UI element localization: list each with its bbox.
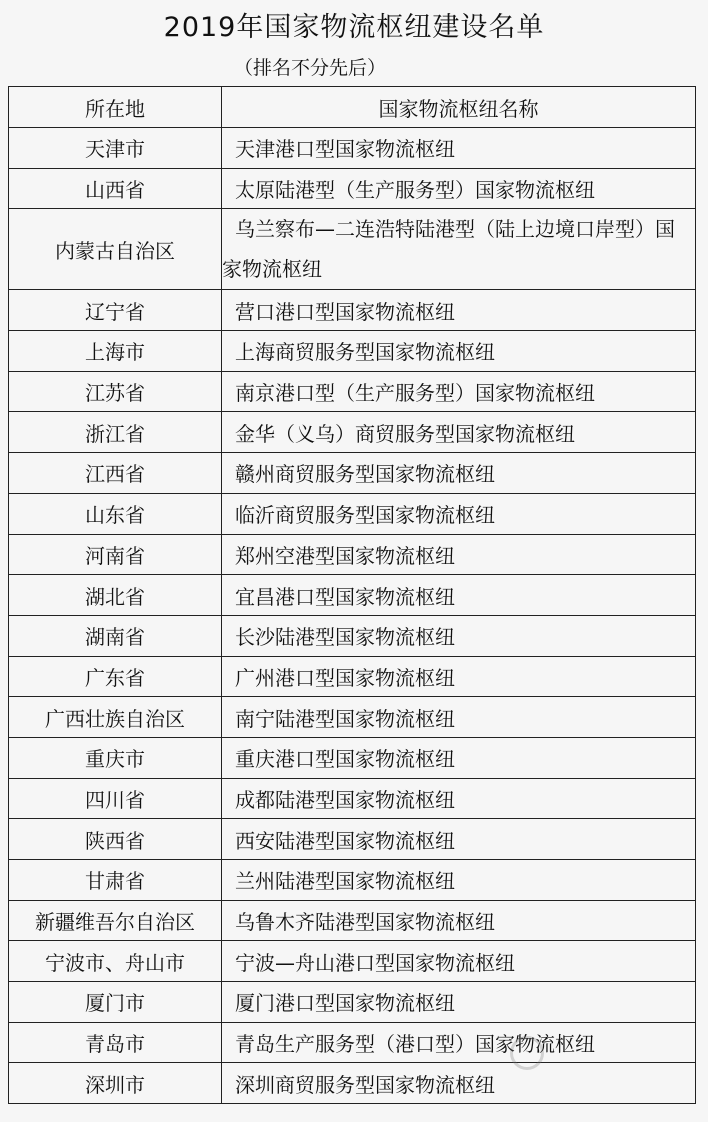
table-row xyxy=(9,331,696,372)
table-row xyxy=(9,412,696,453)
hub-name-cell: 厦门港口型国家物流枢纽 xyxy=(222,982,696,1023)
location-cell: 内蒙古自治区 xyxy=(9,209,222,290)
location-cell: 山西省 xyxy=(9,168,222,209)
location-cell: 重庆市 xyxy=(9,737,222,778)
location-cell: 河南省 xyxy=(9,534,222,575)
hub-name-cell: 西安陆港型国家物流枢纽 xyxy=(222,819,696,860)
table-row xyxy=(9,209,696,290)
hub-name-cell: 宜昌港口型国家物流枢纽 xyxy=(222,575,696,616)
hub-name-cell: 青岛生产服务型（港口型）国家物流枢纽 xyxy=(222,1022,696,1063)
hub-name-cell: 乌兰察布—二连浩特陆港型（陆上边境口岸型）国家物流枢纽 xyxy=(222,209,696,290)
table-row xyxy=(9,168,696,209)
page-subtitle: （排名不分先后） xyxy=(233,57,386,79)
hub-name-cell: 上海商贸服务型国家物流枢纽 xyxy=(222,331,696,372)
hub-name-cell: 长沙陆港型国家物流枢纽 xyxy=(222,615,696,656)
table-row xyxy=(9,615,696,656)
hub-name-cell: 成都陆港型国家物流枢纽 xyxy=(222,778,696,819)
table-row xyxy=(9,128,696,169)
table-row xyxy=(9,656,696,697)
location-cell: 山东省 xyxy=(9,493,222,534)
hub-name-cell: 营口港口型国家物流枢纽 xyxy=(222,290,696,331)
hub-name-cell: 宁波—舟山港口型国家物流枢纽 xyxy=(222,941,696,982)
table-row xyxy=(9,982,696,1023)
table-header-row xyxy=(9,87,696,128)
hub-name-cell: 南宁陆港型国家物流枢纽 xyxy=(222,697,696,738)
location-cell: 湖南省 xyxy=(9,615,222,656)
table-row xyxy=(9,900,696,941)
location-cell: 广东省 xyxy=(9,656,222,697)
hub-name-cell: 金华（义乌）商贸服务型国家物流枢纽 xyxy=(222,412,696,453)
table-row xyxy=(9,778,696,819)
location-cell: 上海市 xyxy=(9,331,222,372)
location-cell: 厦门市 xyxy=(9,982,222,1023)
location-cell: 新疆维吾尔自治区 xyxy=(9,900,222,941)
table-row xyxy=(9,575,696,616)
table-row xyxy=(9,737,696,778)
header-location: 所在地 xyxy=(9,87,222,128)
table-row xyxy=(9,453,696,494)
table-row xyxy=(9,493,696,534)
table-row xyxy=(9,941,696,982)
hub-name-cell: 郑州空港型国家物流枢纽 xyxy=(222,534,696,575)
table-row xyxy=(9,1063,696,1104)
table-row xyxy=(9,534,696,575)
location-cell: 湖北省 xyxy=(9,575,222,616)
table-row xyxy=(9,819,696,860)
location-cell: 四川省 xyxy=(9,778,222,819)
location-cell: 陕西省 xyxy=(9,819,222,860)
hub-name-cell: 太原陆港型（生产服务型）国家物流枢纽 xyxy=(222,168,696,209)
location-cell: 江苏省 xyxy=(9,371,222,412)
hub-name-cell: 南京港口型（生产服务型）国家物流枢纽 xyxy=(222,371,696,412)
location-cell: 宁波市、舟山市 xyxy=(9,941,222,982)
location-cell: 辽宁省 xyxy=(9,290,222,331)
page-title: 2019年国家物流枢纽建设名单 xyxy=(163,12,545,43)
table-row xyxy=(9,1022,696,1063)
location-cell: 甘肃省 xyxy=(9,860,222,901)
location-cell: 江西省 xyxy=(9,453,222,494)
hub-name-cell: 赣州商贸服务型国家物流枢纽 xyxy=(222,453,696,494)
table-row xyxy=(9,371,696,412)
hub-name-cell: 乌鲁木齐陆港型国家物流枢纽 xyxy=(222,900,696,941)
location-cell: 浙江省 xyxy=(9,412,222,453)
location-cell: 深圳市 xyxy=(9,1063,222,1104)
location-cell: 天津市 xyxy=(9,128,222,169)
hub-list-table xyxy=(8,86,696,1104)
location-cell: 广西壮族自治区 xyxy=(9,697,222,738)
table-row xyxy=(9,697,696,738)
header-hub-name: 国家物流枢纽名称 xyxy=(222,87,696,128)
hub-name-cell: 重庆港口型国家物流枢纽 xyxy=(222,737,696,778)
table-row xyxy=(9,290,696,331)
location-cell: 青岛市 xyxy=(9,1022,222,1063)
hub-name-cell: 广州港口型国家物流枢纽 xyxy=(222,656,696,697)
hub-name-cell: 临沂商贸服务型国家物流枢纽 xyxy=(222,493,696,534)
hub-name-cell: 深圳商贸服务型国家物流枢纽 xyxy=(222,1063,696,1104)
hub-name-cell: 兰州陆港型国家物流枢纽 xyxy=(222,860,696,901)
hub-name-cell: 天津港口型国家物流枢纽 xyxy=(222,128,696,169)
table-row xyxy=(9,860,696,901)
